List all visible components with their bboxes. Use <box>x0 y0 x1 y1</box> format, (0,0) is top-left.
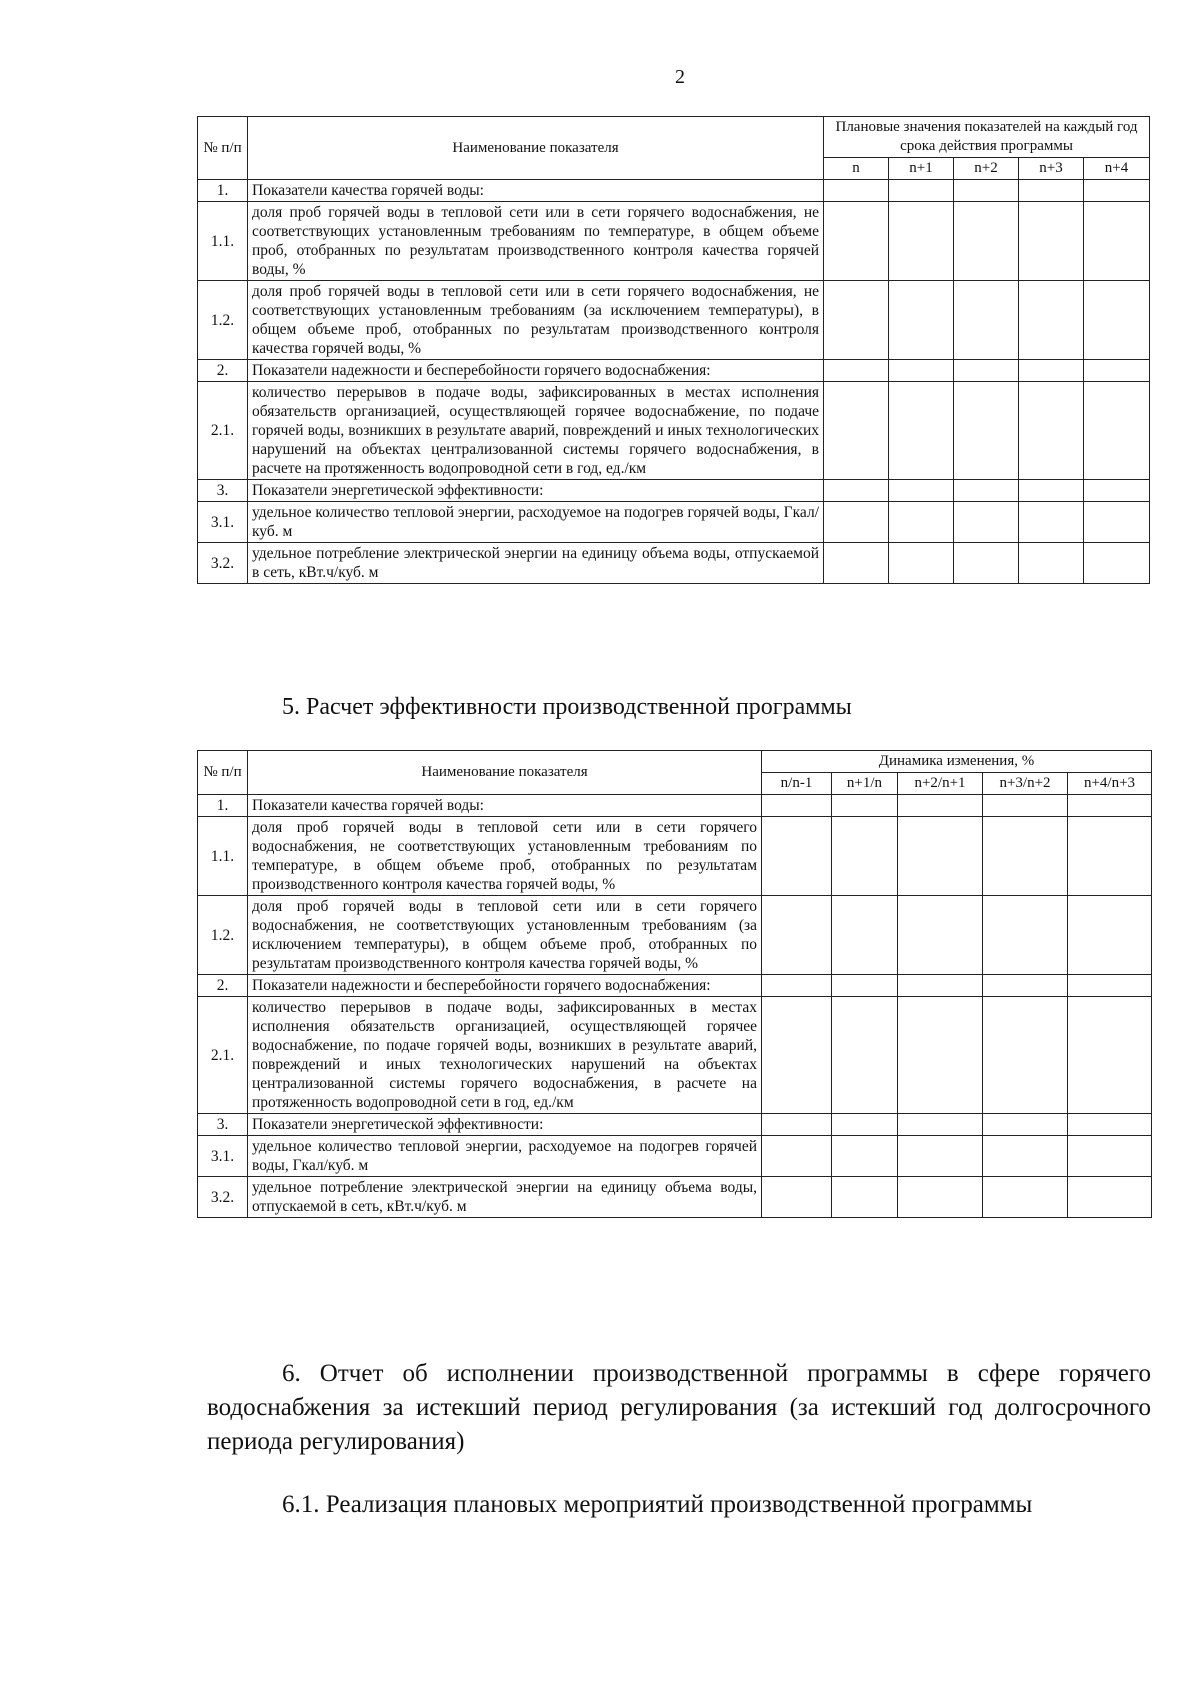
indicator-name: Показатели качества горячей воды: <box>248 795 762 817</box>
row-number: 1. <box>198 795 248 817</box>
value-cell <box>954 202 1019 281</box>
period-header: n+4/n+3 <box>1068 773 1152 795</box>
value-cell <box>898 817 983 896</box>
value-cell <box>762 997 832 1114</box>
row-number: 1.2. <box>198 281 248 360</box>
col-plan-values-header: Плановые значения показателей на каждый год срока действия программы <box>824 117 1150 158</box>
value-cell <box>824 360 889 382</box>
value-cell <box>983 817 1068 896</box>
value-cell <box>762 896 832 975</box>
value-cell <box>1019 543 1084 584</box>
value-cell <box>832 795 898 817</box>
value-cell <box>832 997 898 1114</box>
year-header: n+3 <box>1019 158 1084 180</box>
value-cell <box>889 360 954 382</box>
value-cell <box>824 281 889 360</box>
value-cell <box>824 382 889 480</box>
indicator-name: количество перерывов в подаче воды, зафиксированных в местах исполнения обязательств организацией, осуществляющей горячее водоснабжение, по подаче горячей воды, возникших в результате аварий, повреждений и иных технологических нарушений на объектах централизованной системы горячего водоснабжения, в расчете на протяженность водопроводной сети в год, ед./км <box>248 997 762 1114</box>
value-cell <box>889 480 954 502</box>
value-cell <box>1068 997 1152 1114</box>
row-number: 2.1. <box>198 382 248 480</box>
section-6-1-title: 6.1. Реализация плановых мероприятий производственной программы <box>282 1491 1033 1518</box>
value-cell <box>954 543 1019 584</box>
value-cell <box>983 896 1068 975</box>
value-cell <box>1084 180 1150 202</box>
row-number: 3.1. <box>198 502 248 543</box>
table-row <box>198 281 1150 360</box>
value-cell <box>762 1114 832 1136</box>
value-cell <box>983 1136 1068 1177</box>
table-row <box>198 1177 1152 1218</box>
table-row <box>198 202 1150 281</box>
value-cell <box>983 1177 1068 1218</box>
table-row <box>198 502 1150 543</box>
col-number-header: № п/п <box>198 117 248 180</box>
value-cell <box>889 502 954 543</box>
row-number: 3. <box>198 480 248 502</box>
value-cell <box>889 180 954 202</box>
period-header: n/n-1 <box>762 773 832 795</box>
value-cell <box>1084 502 1150 543</box>
value-cell <box>762 795 832 817</box>
value-cell <box>954 382 1019 480</box>
section-row <box>198 480 1150 502</box>
value-cell <box>1068 1136 1152 1177</box>
value-cell <box>983 997 1068 1114</box>
value-cell <box>1019 202 1084 281</box>
value-cell <box>1019 480 1084 502</box>
value-cell <box>832 1114 898 1136</box>
value-cell <box>1068 975 1152 997</box>
row-number: 3.2. <box>198 543 248 584</box>
indicator-name: Показатели энергетической эффективности: <box>248 480 824 502</box>
value-cell <box>1084 382 1150 480</box>
value-cell <box>898 1136 983 1177</box>
value-cell <box>889 382 954 480</box>
indicator-name: Показатели качества горячей воды: <box>248 180 824 202</box>
value-cell <box>1068 1114 1152 1136</box>
value-cell <box>898 1114 983 1136</box>
value-cell <box>954 480 1019 502</box>
value-cell <box>762 1177 832 1218</box>
value-cell <box>954 502 1019 543</box>
indicator-name: Показатели надежности и бесперебойности горячего водоснабжения: <box>248 360 824 382</box>
value-cell <box>983 795 1068 817</box>
value-cell <box>1084 202 1150 281</box>
row-number: 2. <box>198 360 248 382</box>
year-header: n+1 <box>889 158 954 180</box>
value-cell <box>954 360 1019 382</box>
value-cell <box>824 480 889 502</box>
indicator-name: удельное количество тепловой энергии, расходуемое на подогрев горячей воды, Гкал/куб. м <box>248 502 824 543</box>
section-row <box>198 975 1152 997</box>
row-number: 1.1. <box>198 817 248 896</box>
value-cell <box>1019 281 1084 360</box>
value-cell <box>1068 896 1152 975</box>
row-number: 2. <box>198 975 248 997</box>
year-header: n+4 <box>1084 158 1150 180</box>
row-number: 3.1. <box>198 1136 248 1177</box>
page-number: 2 <box>675 66 685 88</box>
section-6-title: 6. Отчет об исполнении производственной программы в сфере горячего водоснабжения за истекший период регулирования (за истекший год долгосрочного периода регулирования) <box>207 1360 1151 1455</box>
value-cell <box>889 543 954 584</box>
section-row <box>198 1114 1152 1136</box>
plan-table-header <box>198 117 1150 180</box>
plan-table-body <box>198 180 1150 584</box>
value-cell <box>898 975 983 997</box>
value-cell <box>832 1136 898 1177</box>
value-cell <box>762 817 832 896</box>
value-cell <box>898 997 983 1114</box>
col-name-header: Наименование показателя <box>248 751 762 795</box>
row-number: 1.2. <box>198 896 248 975</box>
row-number: 1.1. <box>198 202 248 281</box>
value-cell <box>898 896 983 975</box>
value-cell <box>1084 543 1150 584</box>
col-dynamics-header: Динамика изменения, % <box>762 751 1152 773</box>
efficiency-table <box>197 750 1152 1218</box>
table-row <box>198 543 1150 584</box>
indicator-name: удельное потребление электрической энергии на единицу объема воды, отпускаемой в сеть, кВт.ч/куб. м <box>248 1177 762 1218</box>
value-cell <box>824 502 889 543</box>
value-cell <box>832 896 898 975</box>
value-cell <box>1068 817 1152 896</box>
value-cell <box>954 180 1019 202</box>
indicator-name: доля проб горячей воды в тепловой сети или в сети горячего водоснабжения, не соответствующих установленным требованиям по температуре, в общем объеме проб, отобранных по результатам производственного контроля качества горячей воды, % <box>248 817 762 896</box>
col-number-header: № п/п <box>198 751 248 795</box>
period-header: n+3/n+2 <box>983 773 1068 795</box>
row-number: 3. <box>198 1114 248 1136</box>
indicator-name: удельное потребление электрической энергии на единицу объема воды, отпускаемой в сеть, кВт.ч/куб. м <box>248 543 824 584</box>
section-row <box>198 180 1150 202</box>
value-cell <box>762 1136 832 1177</box>
indicator-name: доля проб горячей воды в тепловой сети или в сети горячего водоснабжения, не соответствующих установленным требованиям (за исключением температуры), в общем объеме проб, отобранных по результатам производственного контроля качества горячей воды, % <box>248 896 762 975</box>
value-cell <box>898 1177 983 1218</box>
table-row <box>198 817 1152 896</box>
value-cell <box>1019 382 1084 480</box>
value-cell <box>832 1177 898 1218</box>
value-cell <box>824 543 889 584</box>
period-header: n+1/n <box>832 773 898 795</box>
efficiency-table-body <box>198 795 1152 1218</box>
row-number: 3.2. <box>198 1177 248 1218</box>
indicator-name: Показатели надежности и бесперебойности горячего водоснабжения: <box>248 975 762 997</box>
section-row <box>198 795 1152 817</box>
value-cell <box>1084 480 1150 502</box>
year-header: n <box>824 158 889 180</box>
value-cell <box>1084 360 1150 382</box>
indicator-name: удельное количество тепловой энергии, расходуемое на подогрев горячей воды, Гкал/куб. м <box>248 1136 762 1177</box>
value-cell <box>889 202 954 281</box>
value-cell <box>832 975 898 997</box>
value-cell <box>832 817 898 896</box>
value-cell <box>954 281 1019 360</box>
value-cell <box>1068 1177 1152 1218</box>
efficiency-table-header <box>198 751 1152 795</box>
value-cell <box>983 975 1068 997</box>
table-row <box>198 997 1152 1114</box>
value-cell <box>762 975 832 997</box>
section-5-title: 5. Расчет эффективности производственной программы <box>282 694 852 720</box>
value-cell <box>1019 360 1084 382</box>
row-number: 2.1. <box>198 997 248 1114</box>
indicator-name: Показатели энергетической эффективности: <box>248 1114 762 1136</box>
value-cell <box>824 180 889 202</box>
indicator-name: доля проб горячей воды в тепловой сети или в сети горячего водоснабжения, не соответствующих установленным требованиям по температуре, в общем объеме проб, отобранных по результатам производственного контроля качества горячей воды, % <box>248 202 824 281</box>
value-cell <box>1019 180 1084 202</box>
table-row <box>198 896 1152 975</box>
row-number: 1. <box>198 180 248 202</box>
table-row <box>198 1136 1152 1177</box>
plan-indicators-table <box>197 116 1150 584</box>
value-cell <box>1084 281 1150 360</box>
value-cell <box>983 1114 1068 1136</box>
indicator-name: доля проб горячей воды в тепловой сети или в сети горячего водоснабжения, не соответствующих установленным требованиям (за исключением температуры), в общем объеме проб, отобранных по результатам производственного контроля качества горячей воды, % <box>248 281 824 360</box>
col-name-header: Наименование показателя <box>248 117 824 180</box>
period-header: n+2/n+1 <box>898 773 983 795</box>
value-cell <box>824 202 889 281</box>
section-row <box>198 360 1150 382</box>
indicator-name: количество перерывов в подаче воды, зафиксированных в местах исполнения обязательств организацией, осуществляющей горячее водоснабжение, по подаче горячей воды, возникших в результате аварий, повреждений и иных технологических нарушений на объектах централизованной системы горячего водоснабжения, в расчете на протяженность водопроводной сети в год, ед./км <box>248 382 824 480</box>
value-cell <box>889 281 954 360</box>
value-cell <box>1019 502 1084 543</box>
table-row <box>198 382 1150 480</box>
year-header: n+2 <box>954 158 1019 180</box>
value-cell <box>898 795 983 817</box>
value-cell <box>1068 795 1152 817</box>
